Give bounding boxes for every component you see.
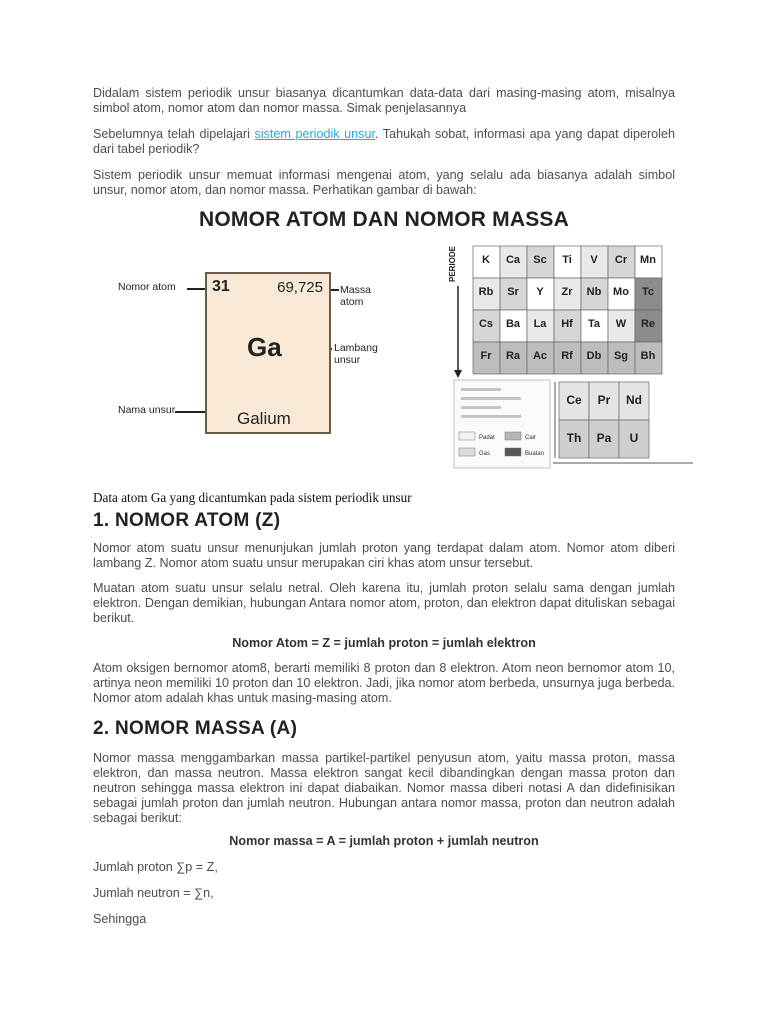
formula-nomor-massa: Nomor massa = A = jumlah proton + jumlah neutron	[229, 834, 539, 848]
table-cell	[554, 278, 581, 310]
intro-text-after-link: . Tahukah sobat, informasi apa yang dapat diperoleh dari tabel periodik?	[93, 127, 675, 156]
table-cell	[635, 342, 662, 374]
element-symbol: U	[629, 431, 639, 445]
element-symbol: Ca	[505, 254, 521, 266]
table-cell	[608, 278, 635, 310]
intro-text-before-link: Sebelumnya telah dipelajari	[93, 127, 255, 141]
section1-paragraph-3: Atom oksigen bernomor atom8, berarti memiliki 8 proton dan 8 elektron. Atom neon bernomor atom 10, artinya neon memiliki 10 proton dan 10 elektron. Jadi, jika nomor atom berbeda, unsurnya juga berbeda. Nomor atom adalah khas untuk masing-masing atom.	[93, 661, 675, 705]
f-block-cell	[619, 420, 649, 458]
table-cell	[581, 246, 608, 278]
table-cell	[527, 342, 554, 374]
legend-swatch	[505, 432, 521, 440]
f-block-cell	[559, 420, 589, 458]
element-symbol: Cs	[478, 318, 494, 330]
element-symbol: Ce	[566, 393, 582, 407]
formula-nomor-atom: Nomor Atom = Z = jumlah proton = jumlah elektron	[232, 636, 536, 650]
legend-label: Cair	[525, 435, 537, 441]
table-cell	[473, 246, 500, 278]
table-cell	[581, 278, 608, 310]
element-symbol: Zr	[561, 286, 573, 298]
legend-swatch	[459, 432, 475, 440]
element-symbol: Sc	[533, 254, 547, 266]
element-symbol: K	[482, 254, 490, 266]
element-symbol: Ga	[247, 332, 282, 362]
line-jumlah-proton: Jumlah proton ∑p = Z,	[93, 860, 218, 874]
label-nama-unsur: Nama unsur	[118, 404, 176, 416]
table-cell	[554, 310, 581, 342]
table-legend	[454, 380, 550, 468]
figure-title: NOMOR ATOM DAN NOMOR MASSA	[199, 208, 569, 231]
table-cell	[581, 342, 608, 374]
legend-label: Gas	[479, 451, 491, 457]
table-cell	[473, 278, 500, 310]
table-cell	[608, 342, 635, 374]
intro-paragraph-2	[93, 127, 675, 157]
legend-text-line	[461, 406, 501, 409]
element-symbol: Y	[536, 286, 544, 298]
periodic-table-excerpt	[449, 242, 695, 472]
label-massa-atom: Massa atom	[340, 284, 371, 308]
period-axis-label: PERIODE	[448, 245, 457, 282]
label-lambang-unsur: Lambang unsur	[334, 342, 378, 366]
periodic-system-link[interactable]: sistem periodik unsur	[254, 127, 375, 141]
element-symbol: Pa	[596, 431, 612, 445]
element-symbol: Ta	[587, 318, 601, 330]
legend-label: Padat	[479, 435, 495, 441]
table-cell	[527, 310, 554, 342]
main-grid	[473, 246, 662, 374]
element-symbol: Cr	[614, 254, 628, 266]
f-block-cell	[589, 382, 619, 420]
element-card-ga	[205, 272, 331, 434]
line-sehingga: Sehingga	[93, 912, 147, 926]
element-symbol: Th	[566, 431, 582, 445]
line-jumlah-neutron: Jumlah neutron = ∑n,	[93, 886, 214, 900]
section-heading-nomor-massa: 2. NOMOR MASSA (A)	[93, 718, 298, 739]
element-card-diagram	[93, 258, 413, 448]
section1-paragraph-2: Muatan atom suatu unsur selalu netral. Oleh karena itu, jumlah proton selalu sama dengan jumlah elektron. Dengan demikian, hubungan Antara nomor atom, proton, dan elektron dapat dituliskan sebagai berikut.	[93, 581, 675, 625]
element-symbol: Tc	[641, 286, 655, 298]
element-symbol: Sg	[613, 350, 629, 362]
label-nomor-atom: Nomor atom	[118, 281, 176, 293]
table-cell	[500, 342, 527, 374]
intro-paragraph-3: Sistem periodik unsur memuat informasi mengenai atom, yang selalu ada biasanya adalah simbol unsur, nomor atom, dan nomor massa. Perhatikan gambar di bawah:	[93, 168, 675, 197]
intro-paragraph-1: Didalam sistem periodik unsur biasanya dicantumkan data-data dari masing-masing atom, misalnya simbol atom, nomor atom dan nomor massa. Simak penjelasannya	[93, 86, 675, 115]
table-cell	[473, 342, 500, 374]
element-symbol: Nb	[586, 286, 602, 298]
element-symbol: Db	[586, 350, 602, 362]
table-cell	[635, 278, 662, 310]
table-cell	[554, 246, 581, 278]
element-symbol: Hf	[561, 318, 573, 330]
table-cell	[635, 310, 662, 342]
f-block-grid	[553, 382, 693, 463]
legend-text-line	[461, 397, 521, 400]
legend-swatch	[459, 448, 475, 456]
f-block-cell	[619, 382, 649, 420]
element-symbol: Rb	[478, 286, 494, 298]
table-cell	[635, 246, 662, 278]
legend-swatch	[505, 448, 521, 456]
figure-caption: Data atom Ga yang dicantumkan pada sistem periodik unsur	[93, 490, 412, 505]
atomic-number: 31	[212, 278, 230, 295]
element-symbol: La	[533, 318, 547, 330]
legend-label: Buatan	[525, 451, 545, 457]
f-block-cell	[589, 420, 619, 458]
element-symbol: Rf	[561, 350, 573, 362]
element-symbol: Sr	[507, 286, 519, 298]
element-symbol: Ra	[505, 350, 521, 362]
table-cell	[554, 342, 581, 374]
table-cell	[608, 310, 635, 342]
table-cell	[500, 310, 527, 342]
element-symbol: Mo	[613, 286, 629, 298]
element-symbol: Re	[640, 318, 656, 330]
element-symbol: Nd	[626, 393, 642, 407]
table-cell	[473, 310, 500, 342]
arrow-head-icon	[454, 370, 462, 378]
legend-text-line	[461, 388, 501, 391]
section1-paragraph-1: Nomor atom suatu unsur menunjukan jumlah proton yang terdapat dalam atom. Nomor atom diberi lambang Z. Nomor atom suatu unsur merupakan ciri khas atom unsur tersebut.	[93, 541, 675, 570]
element-symbol: Mn	[640, 254, 656, 266]
element-symbol: V	[590, 254, 598, 266]
section-heading-nomor-atom: 1. NOMOR ATOM (Z)	[93, 510, 281, 531]
element-symbol: Ti	[562, 254, 572, 266]
legend-text-line	[461, 415, 521, 418]
element-symbol: Ac	[532, 350, 548, 362]
element-symbol: W	[615, 318, 627, 330]
table-cell	[500, 278, 527, 310]
element-symbol: Bh	[640, 350, 656, 362]
element-symbol: Ba	[505, 318, 521, 330]
table-cell	[527, 246, 554, 278]
element-symbol: Fr	[480, 350, 492, 362]
f-block-cell	[559, 382, 589, 420]
table-cell	[500, 246, 527, 278]
element-name: Galium	[237, 409, 291, 428]
atomic-mass: 69,725	[277, 279, 323, 296]
table-cell	[581, 310, 608, 342]
table-cell	[608, 246, 635, 278]
element-symbol: Pr	[597, 393, 611, 407]
table-cell	[527, 278, 554, 310]
section2-paragraph-1: Nomor massa menggambarkan massa partikel-partikel penyusun atom, yaitu massa proton, massa elektron, dan massa neutron. Massa elektron sangat kecil dibandingkan dengan massa proton dan neutron sehingga massa elektron ini dapat diabaikan. Nomor massa diberi notasi A dan didefinisikan sebagai jumlah proton dan jumlah neutron. Hubungan antara nomor massa, proton dan neutron adalah sebagai berikut:	[93, 751, 675, 825]
